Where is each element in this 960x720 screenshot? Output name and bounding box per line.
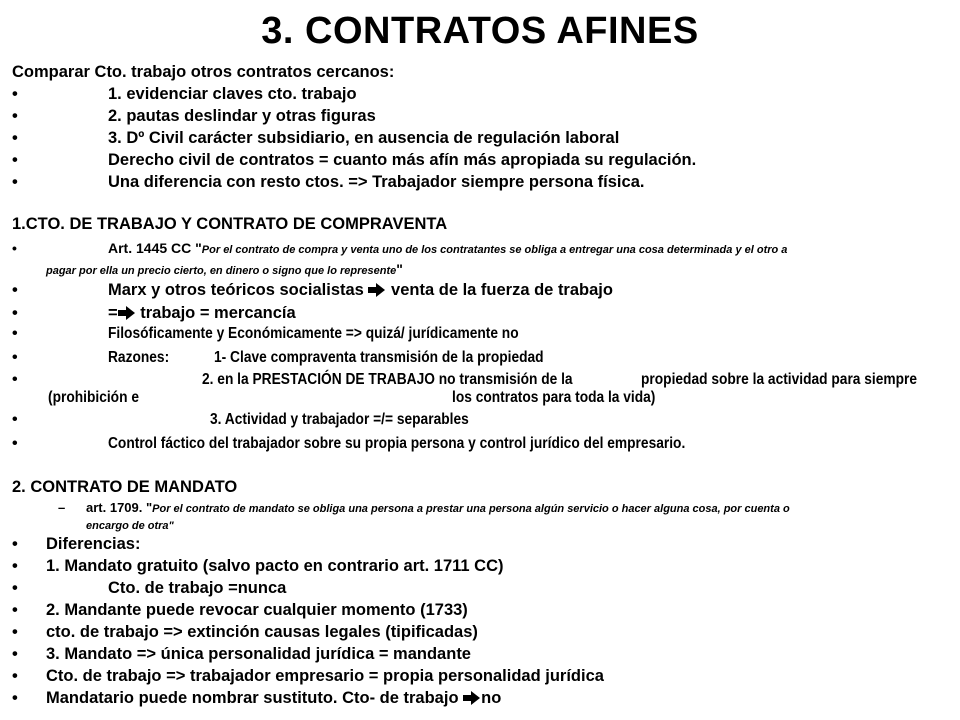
list-item xyxy=(12,666,604,686)
bullet-text: Derecho civil de contratos = cuanto más afín más apropiada su regulación. xyxy=(108,151,697,169)
equals-sign: = xyxy=(108,304,118,322)
bullet-text: 2. Mandante puede revocar cualquier momento (1733) xyxy=(46,601,468,619)
bullet-text: 3. Dº Civil carácter subsidiario, en ausencia de regulación laboral xyxy=(108,129,620,147)
right-arrow-icon xyxy=(368,283,386,297)
razon-2-part-a: 2. en la PRESTACIÓN DE TRABAJO no transmisión de la xyxy=(202,371,573,388)
list-item xyxy=(12,324,519,344)
list-item xyxy=(12,622,478,642)
slide-title: 3. CONTRATOS AFINES xyxy=(261,10,699,52)
bullet-text: Diferencias: xyxy=(46,535,141,553)
bullet-glyph: • xyxy=(12,349,18,366)
bullet-glyph: • xyxy=(12,601,18,619)
list-item xyxy=(12,556,504,576)
bullet-text: 3. Mandato => única personalidad jurídica = mandante xyxy=(46,645,471,663)
article-quote: Por el contrato de mandato se obliga una persona a prestar una persona algún servicio o hacer alguna cosa, por cuenta o xyxy=(152,503,790,515)
razon-2-part-b: propiedad sobre la actividad para siempre xyxy=(641,371,918,388)
bullet-glyph: • xyxy=(12,304,18,322)
bullet-text: Cto. de trabajo => trabajador empresario = propia personalidad jurídica xyxy=(46,667,604,685)
intro-heading: Comparar Cto. trabajo otros contratos cercanos: xyxy=(12,63,395,81)
bullet-glyph: • xyxy=(12,535,18,553)
list-item xyxy=(12,688,502,708)
article-close-quote: " xyxy=(396,261,403,277)
bullet-glyph: • xyxy=(12,579,18,597)
bullet-glyph: • xyxy=(12,173,18,191)
article-quote-continued: pagar por ella un precio cierto, en dinero o signo que lo represente xyxy=(46,265,397,277)
article-quote-continued: encargo de otra" xyxy=(86,520,174,532)
bullet-text: cto. de trabajo => extinción causas legales (tipificadas) xyxy=(46,623,478,641)
razon-2-part-d: los contratos para toda la vida) xyxy=(452,389,656,406)
list-item xyxy=(12,172,645,192)
article-1709-continuation xyxy=(86,514,174,536)
bullet-glyph: • xyxy=(12,325,18,342)
list-item xyxy=(12,600,468,620)
bullet-glyph: • xyxy=(12,85,18,103)
razon-3: 3. Actividad y trabajador =/= separables xyxy=(210,411,469,428)
bullet-text: Una diferencia con resto ctos. => Trabajador siempre persona física. xyxy=(108,173,645,191)
mandatario-text: Mandatario puede nombrar sustituto. Cto- de trabajo xyxy=(46,689,459,707)
marx-text: Marx y otros teóricos socialistas xyxy=(108,281,364,299)
bullet-glyph: • xyxy=(12,129,18,147)
bullet-glyph: • xyxy=(12,435,18,452)
dash-glyph: – xyxy=(58,500,66,515)
article-quote: Por el contrato de compra y venta uno de los contratantes se obliga a entregar una cosa determinada y el otro a xyxy=(201,244,788,256)
bullet-glyph: • xyxy=(12,623,18,641)
list-item xyxy=(12,348,544,368)
article-1445-continuation xyxy=(46,259,403,281)
bullet-text: Filosóficamente y Económicamente => quizá/ jurídicamente no xyxy=(108,325,519,342)
list-item xyxy=(12,303,296,323)
bullet-glyph: • xyxy=(12,689,18,707)
list-item xyxy=(12,410,469,430)
list-item xyxy=(12,534,141,554)
article-1709-item xyxy=(58,498,790,518)
bullet-text: 1. Mandato gratuito (salvo pacto en contrario art. 1711 CC) xyxy=(46,557,504,575)
bullet-text: 1. evidenciar claves cto. trabajo xyxy=(108,85,357,103)
bullet-text: 2. pautas deslindar y otras figuras xyxy=(108,107,376,125)
section1-heading: 1.CTO. DE TRABAJO Y CONTRATO DE COMPRAVENTA xyxy=(12,215,448,233)
list-item xyxy=(12,84,357,104)
razones-label: Razones: xyxy=(108,349,170,366)
bullet-glyph: • xyxy=(12,240,17,256)
list-item xyxy=(12,106,376,126)
section2-heading: 2. CONTRATO DE MANDATO xyxy=(12,478,238,496)
bullet-text: Control fáctico del trabajador sobre su propia persona y control jurídico del empresario. xyxy=(108,435,686,452)
bullet-glyph: • xyxy=(12,107,18,125)
razon-1: 1- Clave compraventa transmisión de la propiedad xyxy=(214,349,544,366)
list-item xyxy=(12,280,613,300)
bullet-glyph: • xyxy=(12,411,18,428)
article-label: Art. 1445 CC " xyxy=(108,240,202,256)
razon-2-part-c: (prohibición e xyxy=(48,389,139,406)
bullet-glyph: • xyxy=(12,281,18,299)
right-arrow-icon xyxy=(118,306,136,320)
bullet-glyph: • xyxy=(12,371,18,388)
article-label: art. 1709. " xyxy=(86,500,153,515)
bullet-glyph: • xyxy=(12,557,18,575)
list-item xyxy=(12,434,686,454)
list-item xyxy=(12,578,287,598)
bullet-glyph: • xyxy=(12,151,18,169)
list-item xyxy=(12,128,620,148)
list-item xyxy=(12,150,697,170)
bullet-glyph: • xyxy=(12,645,18,663)
mandatario-result: no xyxy=(481,689,502,707)
right-arrow-icon xyxy=(463,691,481,705)
list-item xyxy=(12,644,471,664)
mercancia-text: trabajo = mercancía xyxy=(140,304,296,322)
article-1445-item xyxy=(12,238,788,258)
bullet-glyph: • xyxy=(12,667,18,685)
list-item xyxy=(12,370,918,390)
bullet-text: Cto. de trabajo =nunca xyxy=(108,579,287,597)
marx-result: venta de la fuerza de trabajo xyxy=(391,281,613,299)
